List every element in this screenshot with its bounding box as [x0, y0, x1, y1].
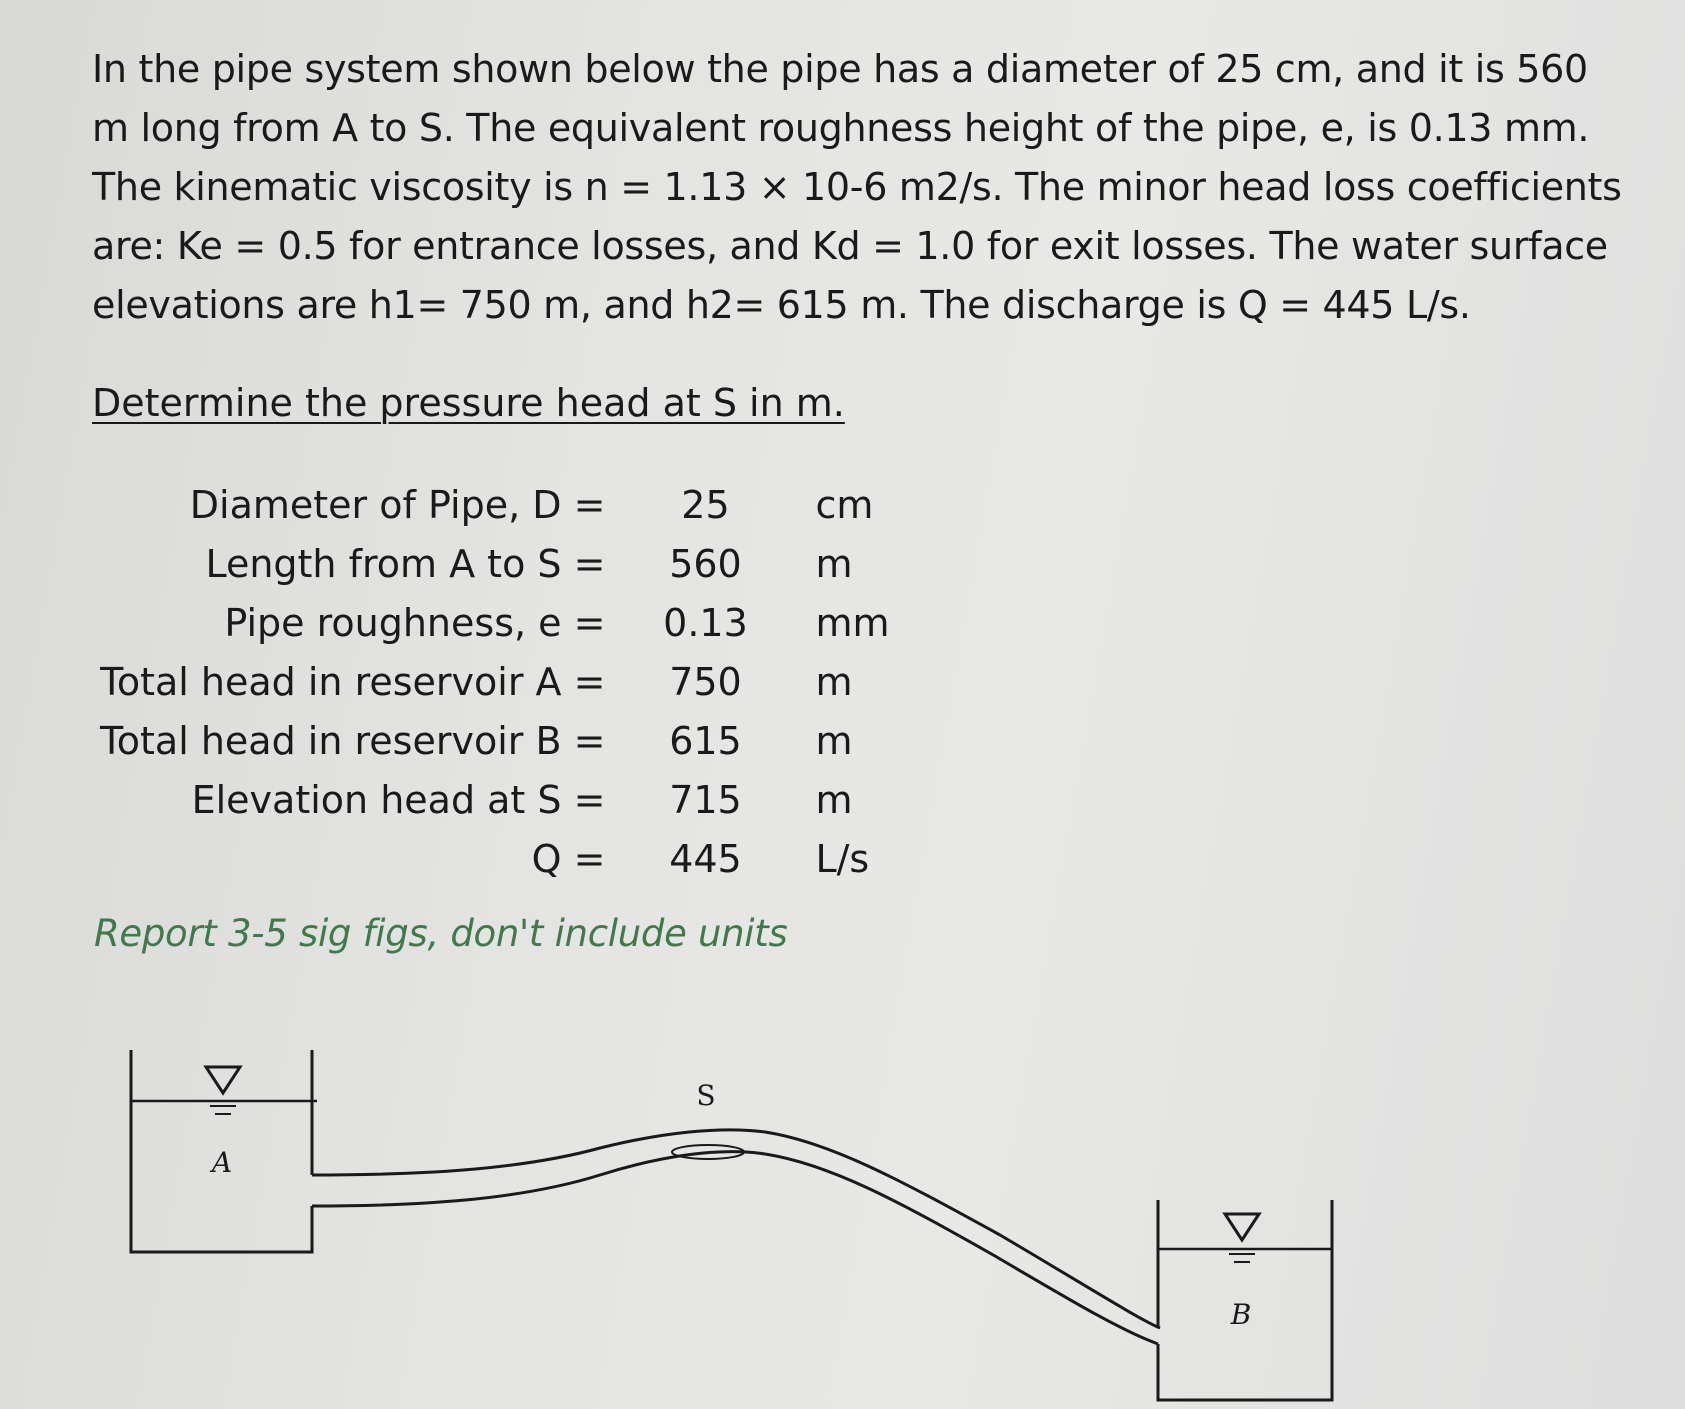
table-row — [100, 652, 895, 711]
row-value: 25 — [681, 482, 730, 527]
problem-statement — [92, 40, 1632, 335]
row-value: 750 — [669, 659, 742, 704]
row-unit: cm — [815, 482, 874, 527]
row-label: Pipe roughness, e = — [224, 600, 606, 645]
row-unit: m — [815, 541, 853, 586]
problem-paragraph: In the pipe system shown below the pipe has a diameter of 25 cm, and it is 560 m long from A to S. The equivalent roughness height of the pipe, e, is 0.13 mm. The kinematic viscosity is n = 1.13 × 10-6 m2/s. The minor head loss coefficients are: Ke = 0.5 for entrance losses, and Kd = 1.0 for exit losses. The water surface elevations are h1= 750 m, and h2= 615 m. The discharge is Q = 445 L/s. — [92, 47, 1622, 327]
pipe-upper-wall — [312, 1130, 1160, 1328]
row-label: Q = — [531, 836, 606, 881]
point-s-label: S — [696, 1079, 716, 1112]
row-unit: mm — [815, 600, 890, 645]
row-label: Diameter of Pipe, D = — [189, 482, 606, 527]
row-value: 715 — [669, 777, 742, 822]
row-label: Total head in reservoir A = — [100, 659, 606, 704]
given-values-table — [100, 475, 895, 888]
reservoir-b-label: B — [1230, 1298, 1252, 1331]
table-row — [100, 475, 895, 534]
reservoir-a-label: A — [211, 1146, 233, 1179]
row-label: Total head in reservoir B = — [100, 718, 606, 763]
table-row — [100, 770, 895, 829]
row-value: 445 — [669, 836, 742, 881]
row-unit: m — [815, 659, 853, 704]
table-row — [100, 711, 895, 770]
table-row — [100, 593, 895, 652]
row-value: 560 — [669, 541, 742, 586]
row-label: Length from A to S = — [205, 541, 606, 586]
pipe-system-diagram — [0, 1030, 1685, 1409]
water-level-triangle-icon — [1225, 1214, 1259, 1240]
row-unit: m — [815, 777, 853, 822]
row-value: 0.13 — [663, 600, 748, 645]
answer-instruction-note: Report 3-5 sig figs, don't include units — [94, 912, 788, 955]
row-unit: m — [815, 718, 853, 763]
question-heading: Determine the pressure head at S in m. — [92, 381, 845, 425]
pipe-lower-wall — [312, 1152, 1158, 1344]
water-level-triangle-icon — [206, 1067, 240, 1093]
table-row — [100, 534, 895, 593]
row-value: 615 — [669, 718, 742, 763]
row-label: Elevation head at S = — [191, 777, 606, 822]
row-unit: L/s — [815, 836, 870, 881]
table-row — [100, 829, 895, 888]
